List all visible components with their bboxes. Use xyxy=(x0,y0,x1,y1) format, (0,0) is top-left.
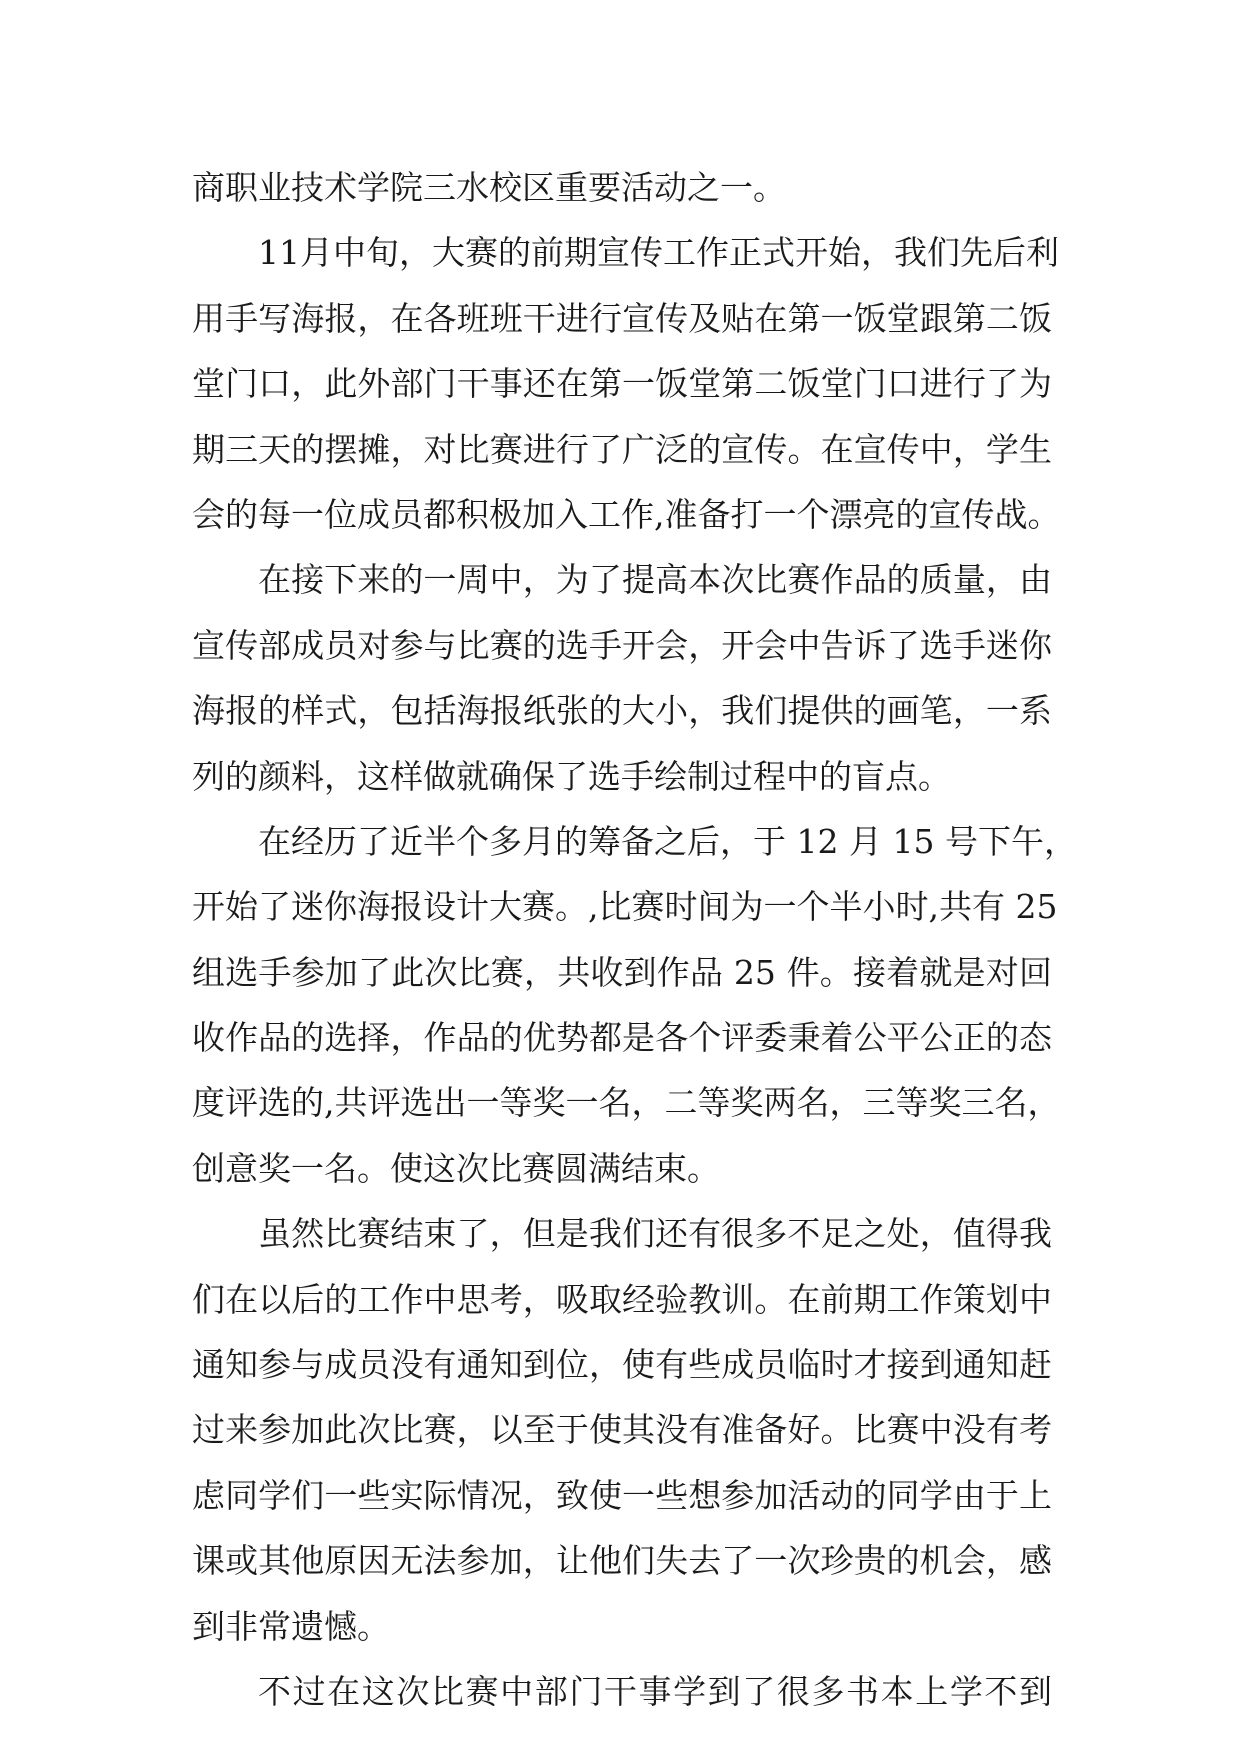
text-line: 创意奖一名。使这次比赛圆满结束。 xyxy=(192,1148,720,1188)
text-line: 组选手参加了此次比赛，共收到作品 25 件。接着就是对回 xyxy=(192,952,1052,992)
text-line: 宣传部成员对参与比赛的选手开会，开会中告诉了选手迷你 xyxy=(192,625,1052,665)
text-line: 在接下来的一周中，为了提高本次比赛作品的质量，由 xyxy=(258,560,1052,600)
text-line: 到非常遗憾。 xyxy=(192,1606,390,1646)
text-line: 11月中旬，大赛的前期宣传工作正式开始，我们先后利 xyxy=(258,233,1059,273)
text-line: 课或其他原因无法参加，让他们失去了一次珍贵的机会，感 xyxy=(192,1541,1052,1581)
document-body xyxy=(192,155,1077,1724)
text-line: 堂门口，此外部门干事还在第一饭堂第二饭堂门口进行了为 xyxy=(192,364,1052,404)
text-line: 过来参加此次比赛，以至于使其没有准备好。比赛中没有考 xyxy=(192,1410,1052,1450)
text-line: 虑同学们一些实际情况，致使一些想参加活动的同学由于上 xyxy=(192,1475,1052,1515)
text-line: 期三天的摆摊，对比赛进行了广泛的宣传。在宣传中，学生 xyxy=(192,429,1052,469)
text-line: 会的每一位成员都积极加入工作,准备打一个漂亮的宣传战。 xyxy=(192,494,1061,534)
text-line: 虽然比赛结束了，但是我们还有很多不足之处，值得我 xyxy=(258,1214,1052,1254)
text-line: 海报的样式，包括海报纸张的大小，我们提供的画笔，一系 xyxy=(192,691,1052,731)
text-line: 通知参与成员没有通知到位，使有些成员临时才接到通知赶 xyxy=(192,1345,1052,1385)
text-line: 收作品的选择，作品的优势都是各个评委秉着公平公正的态 xyxy=(192,1018,1052,1058)
text-line: 列的颜料，这样做就确保了选手绘制过程中的盲点。 xyxy=(192,756,951,796)
text-line: 用手写海报，在各班班干进行宣传及贴在第一饭堂跟第二饭 xyxy=(192,298,1052,338)
text-line: 不过在这次比赛中部门干事学到了很多书本上学不到 xyxy=(258,1671,1052,1711)
text-line: 在经历了近半个多月的筹备之后，于 12 月 15 号下午， xyxy=(258,821,1077,861)
text-line: 商职业技术学院三水校区重要活动之一。 xyxy=(192,168,786,207)
text-line: 开始了迷你海报设计大赛。,比赛时间为一个半小时,共有 25 xyxy=(192,887,1058,927)
text-line: 度评选的,共评选出一等奖一名，二等奖两名，三等奖三名， xyxy=(192,1083,1061,1123)
text-line: 们在以后的工作中思考，吸取经验教训。在前期工作策划中 xyxy=(192,1279,1052,1319)
